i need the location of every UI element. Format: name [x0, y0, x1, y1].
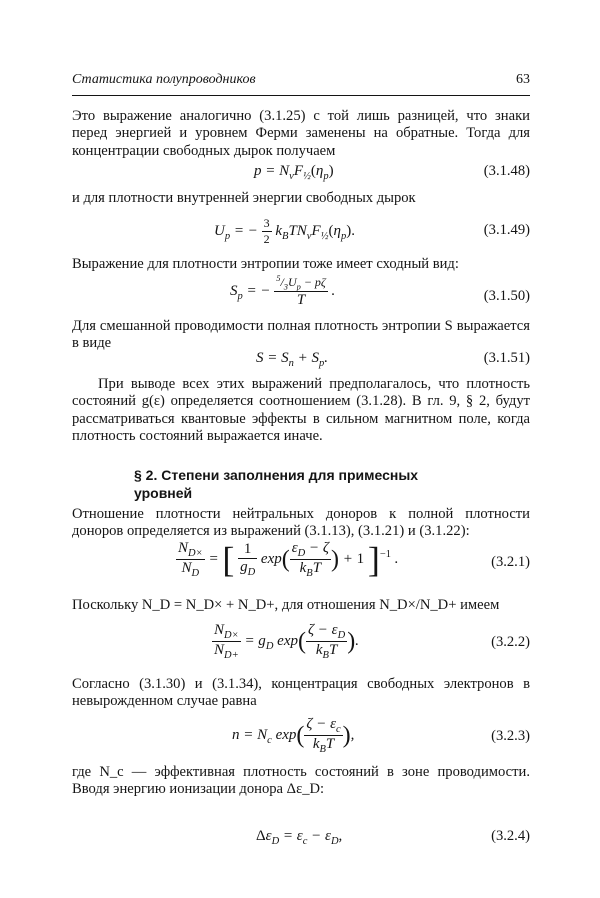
equation-body: $\frac{N_{D\times}}{N_D}$ = [ $\frac{1}{g_D}$ exp( $\frac{\varepsilon_D - \zeta}{k_BT}$ ) + 1 ]$^{-1}$ .: [178, 539, 399, 580]
equation-number: (3.1.51): [483, 350, 530, 366]
paragraph-7: Поскольку N_D = N_D× + N_D+, для отношения N_D×/N_D+ имеем: [72, 597, 500, 613]
equation-number: (3.1.49): [483, 222, 530, 238]
paragraph-2: и для плотности внутренней энергии свободных дырок: [72, 190, 416, 206]
equation-number: (3.1.50): [483, 288, 530, 304]
paragraph-5: При выводе всех этих выражений предполагалось, что плотность состояний g(ε) определяется соотношением (3.1.28). В гл. 9, § 2, будут рассматриваться квантовые эффекты в сильном магнитном поле, когда плотность состояний выражается иначе.: [72, 376, 530, 445]
equation-number: (3.2.3): [491, 728, 530, 744]
paragraph-3: Выражение для плотности энтропии тоже имеет сходный вид:: [72, 256, 459, 272]
equation-body: $n = N_c$ exp( $\frac{\zeta - \varepsilon_c}{k_BT}$ ),: [232, 716, 355, 755]
equation-number: (3.1.48): [483, 163, 530, 179]
paragraph-8: Согласно (3.1.30) и (3.1.34), концентрация свободных электронов в невырожденном случае равна: [72, 676, 530, 710]
equation-3-1-50: [72, 274, 530, 312]
paragraph-4: Для смешанной проводимости полная плотность энтропии S выражается в виде: [72, 318, 530, 352]
equation-body: $U_p$ = − $\frac{3}{2}$ $k_BTN_vF_{\frac{1}{2}}(\eta_p)$.: [214, 216, 355, 246]
equation-3-2-1: [72, 538, 530, 588]
equation-3-2-4: [72, 828, 530, 858]
paragraph-6: Отношение плотности нейтральных доноров к полной плотности доноров определяется из выражений (3.1.13), (3.1.21) и (3.1.22):: [72, 506, 530, 540]
equation-number: (3.2.2): [491, 634, 530, 650]
equation-body: $\Delta\varepsilon_D = \varepsilon_c - \varepsilon_D$,: [256, 828, 343, 847]
equation-3-1-49: [72, 212, 530, 248]
paragraph-1: Это выражение аналогично (3.1.25) с той лишь разницей, что знаки перед энергией и уровнем Ферми заменены на обратные. Тогда для концентрации свободных дырок получаем: [72, 108, 530, 159]
running-header: [72, 72, 530, 88]
equation-body: $S_p$ = − $\frac{^5/_3U_p - p\zeta}{T}$ .: [230, 274, 336, 309]
equation-3-2-3: [72, 714, 530, 760]
equation-body: $S = S_n + S_p$.: [256, 350, 328, 369]
section-heading: § 2. Степени заполнения для примесных уровней: [134, 467, 419, 501]
running-title: Статистика полупроводников: [72, 72, 256, 87]
equation-body: $\frac{N_{D\times}}{N_{D+}}$ = $g_D$ exp( $\frac{\zeta - \varepsilon_D}{k_BT}$ ).: [214, 622, 359, 661]
paragraph-9: где N_c — эффективная плотность состояний в зоне проводимости. Вводя энергию ионизации донора Δε_D:: [72, 764, 530, 798]
equation-body: $p = N_vF_{\frac{1}{2}}(\eta_p)$: [254, 163, 334, 182]
header-rule: [72, 95, 530, 96]
page-number: 63: [516, 72, 530, 87]
equation-3-2-2: [72, 620, 530, 666]
equation-3-1-48: [72, 163, 530, 193]
equation-number: (3.2.1): [491, 554, 530, 570]
equation-number: (3.2.4): [491, 828, 530, 844]
